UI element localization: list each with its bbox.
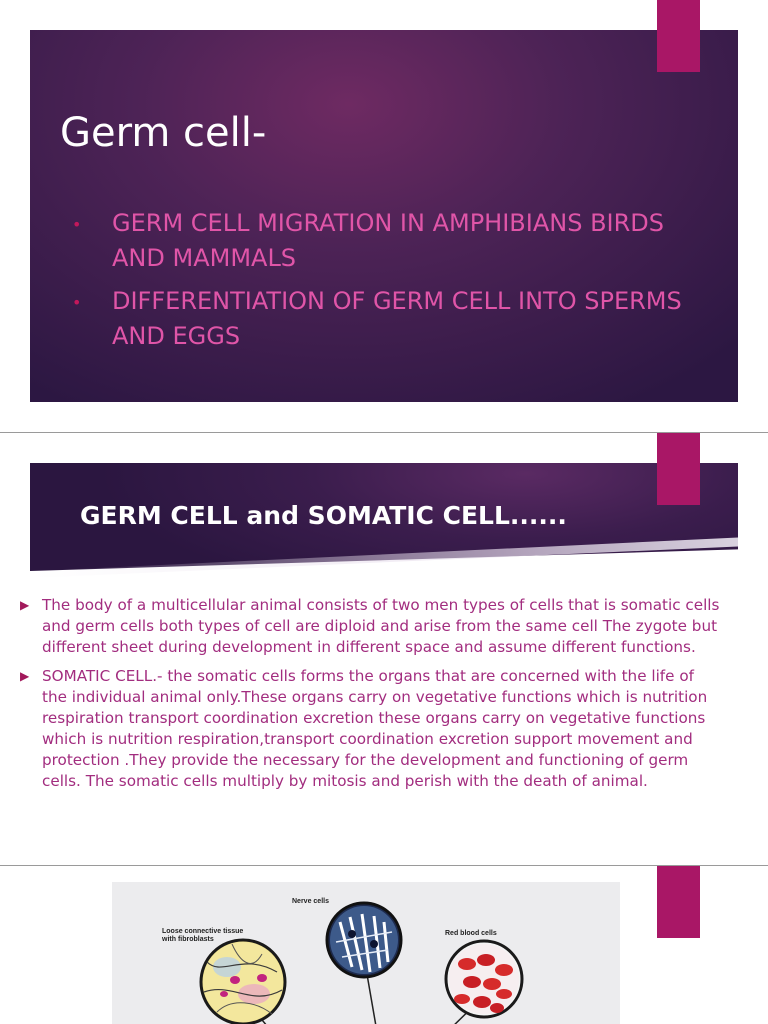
loose-connective-tissue-label-line1: Loose connective tissue	[162, 928, 244, 935]
slide-1	[0, 0, 768, 432]
slide-1-accent-tab	[657, 0, 700, 72]
slide-1-title: Germ cell-	[60, 110, 267, 156]
triangle-bullet-icon: ▶	[20, 669, 30, 683]
cell-types-figure	[112, 882, 620, 1024]
nerve-cells-icon	[327, 903, 401, 977]
slide-2-paragraph-text: The body of a multicellular animal consists of two men types of cells that is somatic cells and germ cells both types of cell are diploid and arise from the same cell The zygote but different sheet during development in different space and assume different functions.	[42, 596, 720, 656]
red-blood-cells-label: Red blood cells	[445, 930, 497, 937]
slide-1-bullet-item	[72, 284, 712, 354]
slide-1-bullet-text: DIFFERENTIATION OF GERM CELL INTO SPERMS AND EGGS	[112, 287, 682, 350]
triangle-bullet-icon: ▶	[20, 598, 30, 612]
loose-connective-tissue-icon	[201, 940, 285, 1024]
slide-3-accent-tab	[657, 866, 700, 938]
slide-2-accent-tab	[657, 433, 700, 505]
slide-2-content-list	[20, 595, 720, 800]
slide-1-bullet-list	[72, 206, 712, 362]
loose-connective-tissue-label	[162, 928, 243, 944]
slide-2-paragraph-text: SOMATIC CELL.- the somatic cells forms the organs that are concerned with the life of the individual animal only.These organs carry on vegetative functions which is nutrition respiration transport coordination excretion these organs carry on vegetative functions which is nutrition respiration,transport coordination excretion support movement and protection .They provide the necessary for the development and functioning of germ cells. The somatic cells multiply by mitosis and perish with the death of animal.	[42, 667, 708, 790]
nerve-cells-label: Nerve cells	[292, 898, 329, 905]
slide-1-bullet-item	[72, 206, 712, 276]
slide-1-bullet-text: GERM CELL MIGRATION IN AMPHIBIANS BIRDS AND MAMMALS	[112, 209, 665, 272]
bullet-dot-icon: •	[72, 293, 82, 312]
slide-2-paragraph	[20, 666, 720, 792]
bullet-dot-icon: •	[72, 215, 82, 234]
slide-2-paragraph	[20, 595, 720, 658]
slide-2-title: GERM CELL and SOMATIC CELL......	[80, 501, 567, 530]
loose-connective-tissue-label-line2: with fibroblasts	[162, 936, 214, 943]
slide-2	[0, 433, 768, 865]
red-blood-cells-icon	[446, 941, 522, 1017]
cell-types-illustration	[112, 882, 620, 1024]
slide-3	[0, 866, 768, 1024]
